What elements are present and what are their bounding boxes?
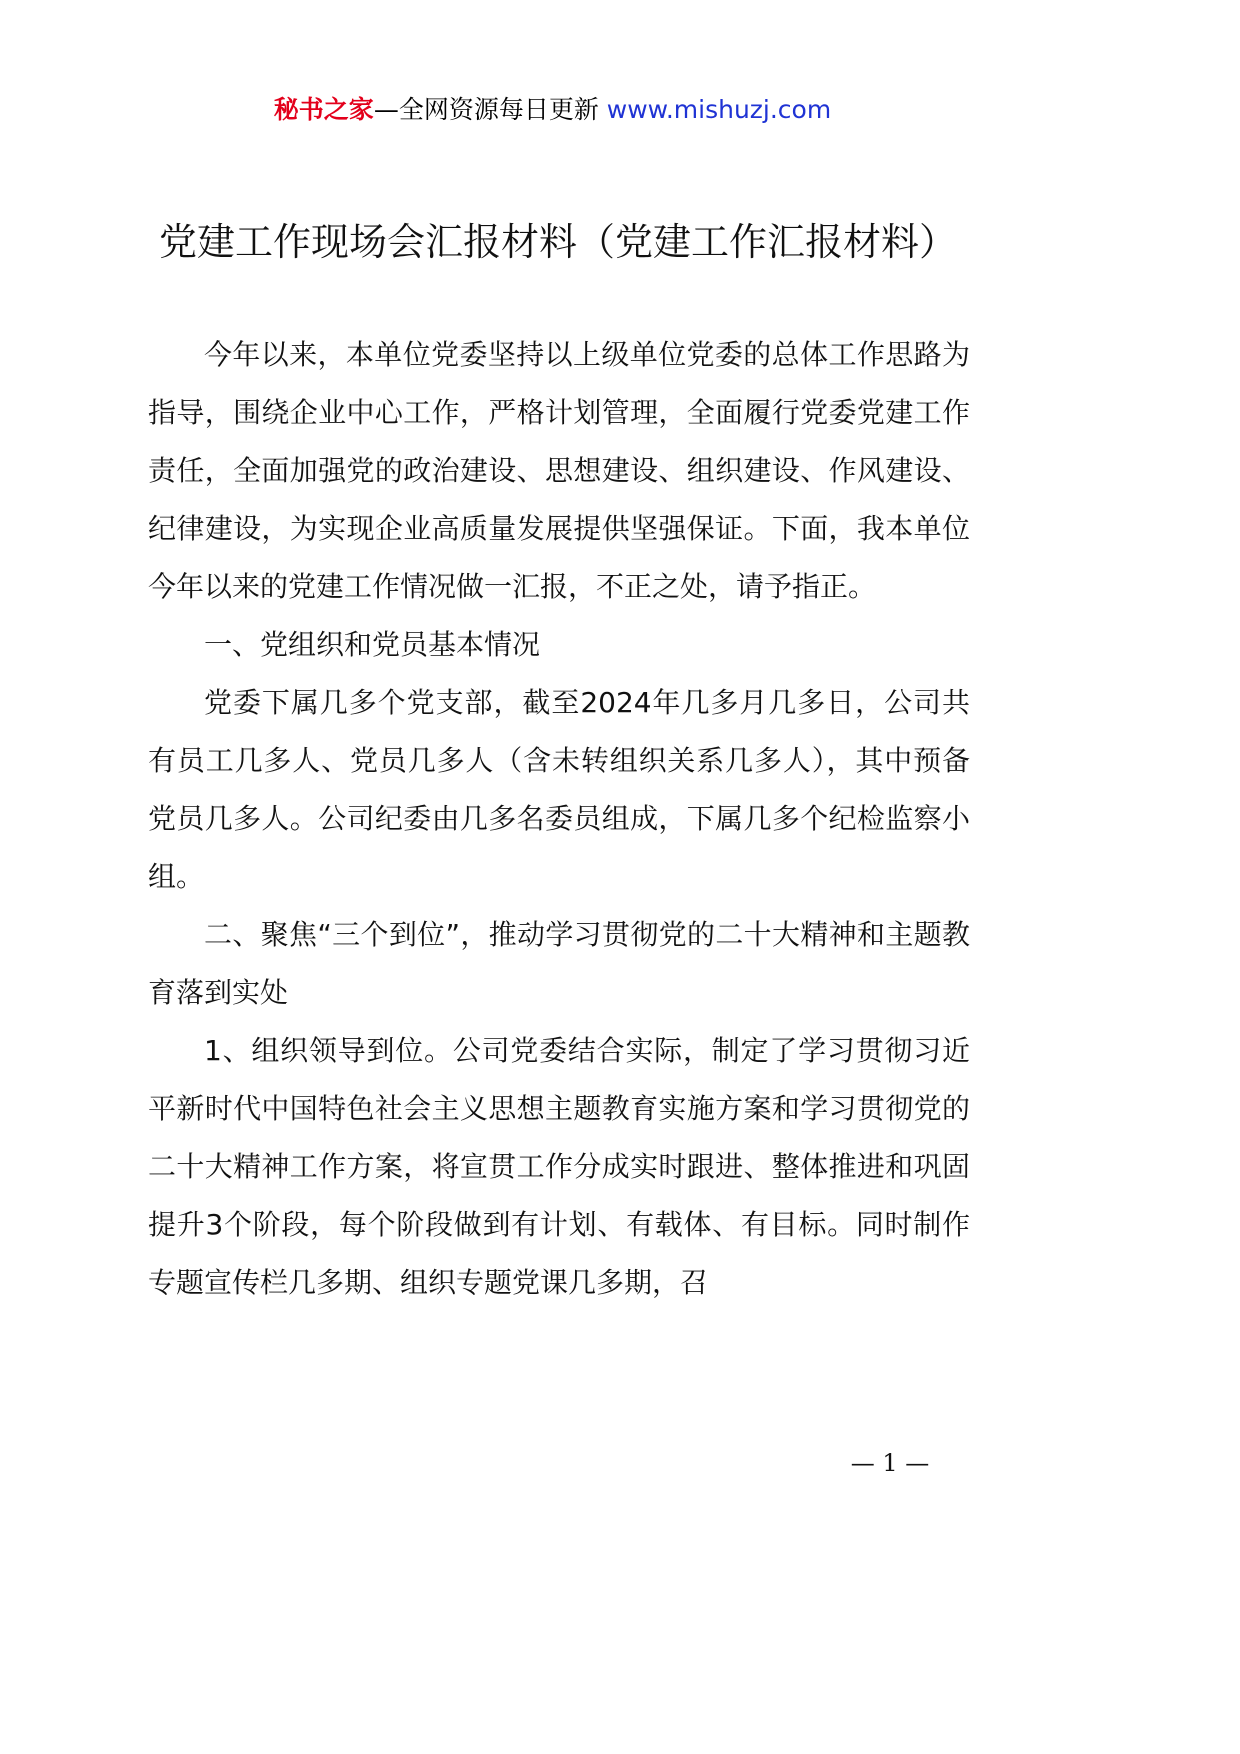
site-header (0, 92, 1105, 128)
section-heading-2: 二、聚焦“三个到位”，推动学习贯彻党的二十大精神和主题教育落到实处 (148, 918, 970, 1009)
page-number: — 1 — (850, 1449, 930, 1477)
section-2-item-1-paragraph: 1、组织领导到位。公司党委结合实际，制定了学习贯彻习近平新时代中国特色社会主义思想主题教育实施方案和学习贯彻党的二十大精神工作方案，将宣贯工作分成实时跟进、整体推进和巩固提升3个阶段，每个阶段做到有计划、有载体、有目标。同时制作专题宣传栏几多期、组织专题党课几多期，召 (148, 1034, 970, 1299)
intro-paragraph: 今年以来，本单位党委坚持以上级单位党委的总体工作思路为指导，围绕企业中心工作，严格计划管理，全面履行党委党建工作责任，全面加强党的政治建设、思想建设、组织建设、作风建设、纪律建设，为实现企业高质量发展提供坚强保证。下面，我本单位今年以来的党建工作情况做一汇报，不正之处，请予指正。 (148, 338, 970, 603)
site-url-link[interactable]: www.mishuzj.com (606, 95, 832, 124)
site-name: 秘书之家 (273, 95, 374, 124)
section-1-paragraph: 党委下属几多个党支部，截至2024年几多月几多日，公司共有员工几多人、党员几多人（含未转组织关系几多人），其中预备党员几多人。公司纪委由几多名委员组成，下属几多个纪检监察小组。 (148, 686, 970, 893)
section-heading-1: 一、党组织和党员基本情况 (204, 628, 541, 661)
document-title: 党建工作现场会汇报材料（党建工作汇报材料） (158, 220, 957, 264)
site-tagline: —全网资源每日更新 (373, 95, 599, 124)
document-body (148, 326, 970, 1312)
